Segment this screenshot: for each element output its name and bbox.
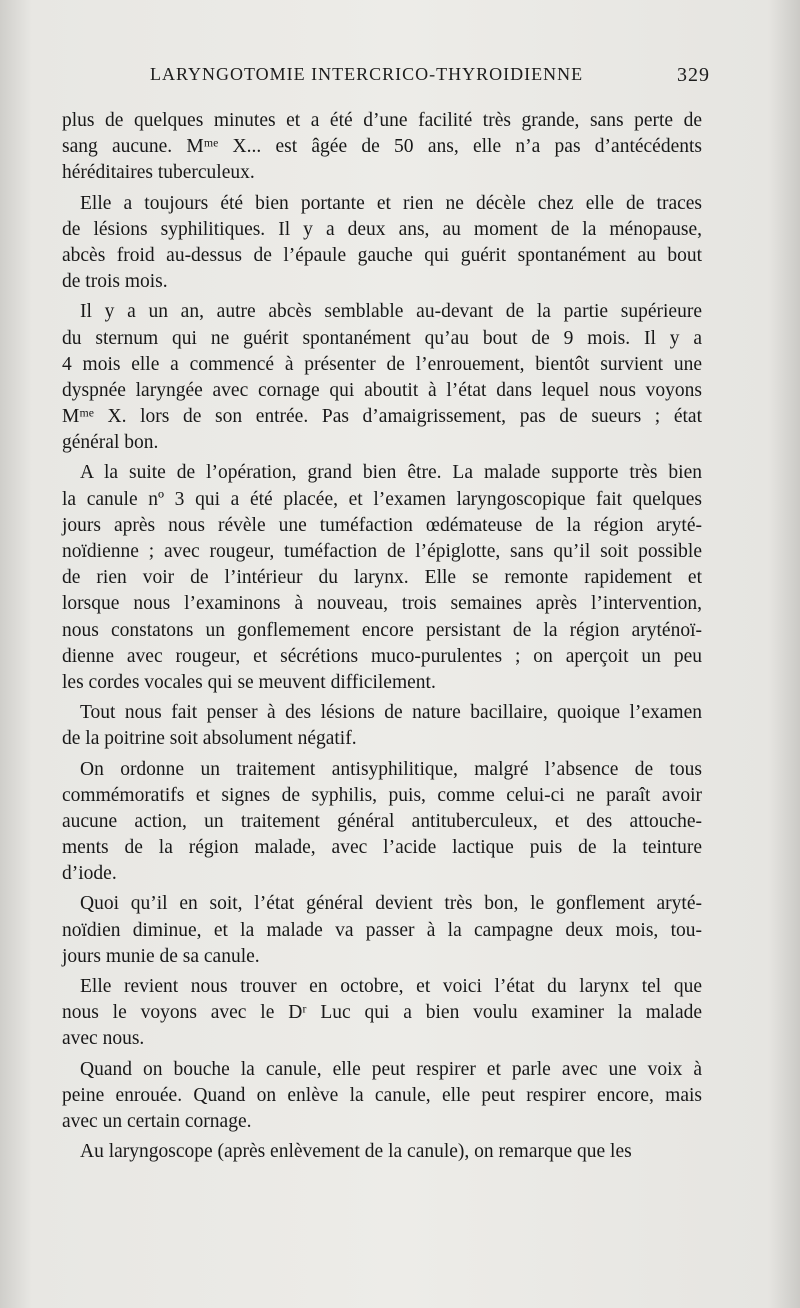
text-line: On ordonne un traitement antisyphilitique, malgré l’absence de tous (80, 758, 702, 780)
paragraph (62, 757, 702, 888)
paragraph (62, 299, 702, 456)
paragraph (62, 700, 702, 752)
text-line: aucune action, un traitement général antituberculeux, et des attouche- (62, 810, 702, 832)
running-title: LARYNGOTOMIE INTERCRICO-THYROIDIENNE (150, 64, 584, 84)
text-line: abcès froid au-dessus de l’épaule gauche qui guérit spontanément au bout (62, 244, 702, 266)
text-line: avec nous. (62, 1028, 145, 1050)
text-line: Quoi qu’il en soit, l’état général devient très bon, le gonflement aryté- (80, 893, 702, 915)
text-line: les cordes vocales qui se meuvent difficilement. (62, 671, 436, 693)
text-line: dienne avec rougeur, et sécrétions muco-purulentes ; on aperçoit un peu (62, 645, 702, 667)
text-line: A la suite de l’opération, grand bien être. La malade supporte très bien (80, 462, 702, 484)
text-line: de lésions syphilitiques. Il y a deux ans, au moment de la ménopause, (62, 218, 702, 240)
text-line: Elle revient nous trouver en octobre, et voici l’état du larynx tel que (80, 976, 702, 997)
page-number: 329 (677, 64, 710, 86)
text-line: de la poitrine soit absolument négatif. (62, 728, 357, 750)
text-line: Il y a un an, autre abcès semblable au-devant de la partie supérieure (80, 301, 702, 323)
text-line: général bon. (62, 432, 159, 454)
text-line: de rien voir de l’intérieur du larynx. Elle se remonte rapidement et (62, 567, 702, 589)
text-line: de trois mois. (62, 271, 168, 293)
text-line: ments de la région malade, avec l’acide lactique puis de la teinture (62, 837, 702, 859)
paragraph (62, 191, 702, 296)
paragraph (62, 1057, 702, 1136)
text-line: Au laryngoscope (après enlèvement de la canule), on remarque que les (80, 1141, 632, 1163)
text-line: peine enrouée. Quand on enlève la canule, elle peut respirer encore, mais (62, 1084, 702, 1106)
text-line: d’iode. (62, 863, 117, 885)
text-line: héréditaires tuberculeux. (62, 162, 255, 184)
text-line: dyspnée laryngée avec cornage qui aboutit à l’état dans lequel nous voyons (62, 379, 702, 401)
text-line: plus de quelques minutes et a été d’une facilité très grande, sans perte de (62, 110, 702, 131)
text-line: avec un certain cornage. (62, 1110, 252, 1132)
text-line: noïdienne ; avec rougeur, tuméfaction de l’épiglotte, sans qu’il soit possible (62, 541, 702, 562)
text-line: commémoratifs et signes de syphilis, puis, comme celui-ci ne paraît avoir (62, 784, 702, 806)
body-text (62, 108, 702, 1165)
paragraph (62, 108, 702, 187)
paragraph (62, 891, 702, 970)
text-line: noïdien diminue, et la malade va passer à la campagne deux mois, tou- (62, 919, 702, 941)
text-line: nous constatons un gonflemement encore persistant de la région aryténoï- (62, 619, 702, 641)
paragraph (62, 460, 702, 696)
text-line: Elle a toujours été bien portante et rien ne décèle chez elle de traces (80, 192, 702, 214)
text-line: jours après nous révèle une tuméfaction œdémateuse de la région aryté- (62, 514, 702, 536)
text-line: lorsque nous l’examinons à nouveau, trois semaines après l’intervention, (62, 593, 702, 615)
text-line: la canule nº 3 qui a été placée, et l’examen laryngoscopique fait quelques (62, 488, 702, 510)
text-line: 4 mois elle a commencé à présenter de l’enrouement, bientôt survient une (62, 353, 702, 375)
text-line: Mᵐᵉ X. lors de son entrée. Pas d’amaigrissement, pas de sueurs ; état (62, 406, 702, 428)
text-line: du sternum qui ne guérit spontanément qu’au bout de 9 mois. Il y a (62, 327, 702, 349)
page-header (150, 64, 710, 94)
text-line: nous le voyons avec le Dʳ Luc qui a bien voulu examiner la malade (62, 1002, 702, 1024)
text-line: jours munie de sa canule. (62, 945, 260, 967)
text-line: Quand on bouche la canule, elle peut respirer et parle avec une voix à (80, 1058, 702, 1080)
paragraph (62, 974, 702, 1053)
text-line: Tout nous fait penser à des lésions de nature bacillaire, quoique l’examen (80, 702, 702, 724)
paragraph (62, 1139, 702, 1165)
text-line: sang aucune. Mᵐᵉ X... est âgée de 50 ans, elle n’a pas d’antécédents (62, 136, 702, 158)
